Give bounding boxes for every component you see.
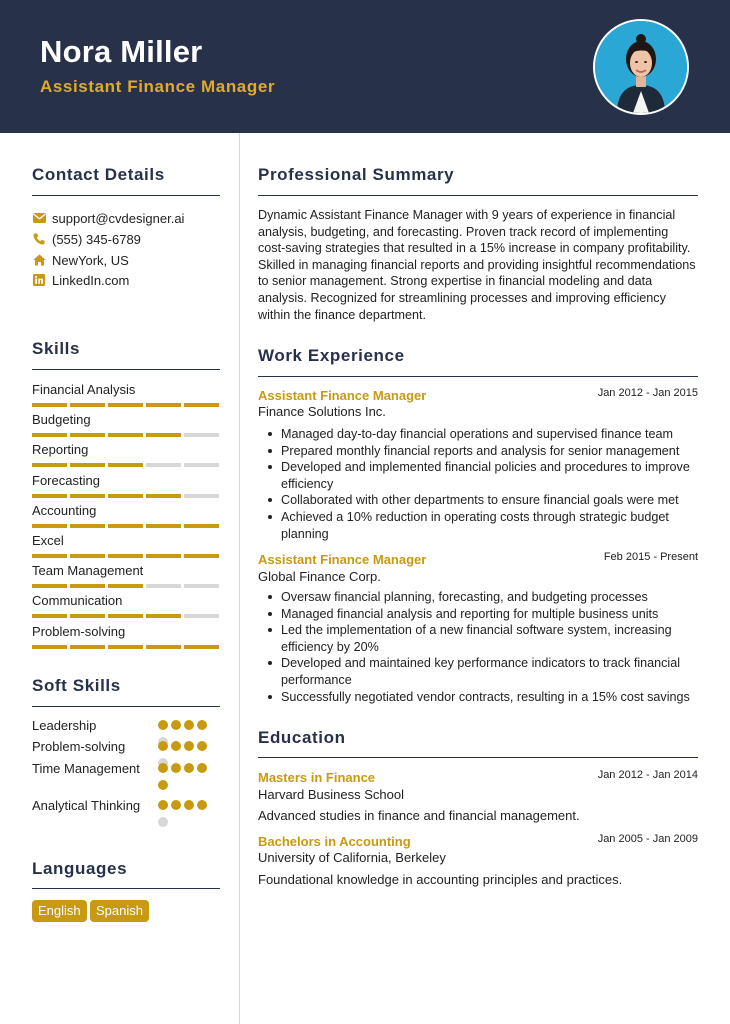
rating-dot — [197, 741, 207, 751]
skill-level-segment — [32, 524, 67, 528]
skill-level-segment — [108, 614, 143, 618]
skill-level-segment — [70, 645, 105, 649]
skill-level-segment — [146, 645, 181, 649]
soft-skill-label: Leadership — [32, 718, 97, 733]
column-divider — [239, 133, 240, 1024]
contact-linkedin[interactable] — [32, 271, 129, 289]
skill-label: Budgeting — [32, 412, 91, 428]
skill-level-segment — [70, 463, 105, 467]
skill-level-segment — [70, 614, 105, 618]
education-description: Advanced studies in finance and financial management. — [258, 808, 580, 823]
job-bullet: Managed day-to-day financial operations and supervised finance team — [266, 426, 698, 443]
skill-level-segment — [184, 463, 219, 467]
education-school: Harvard Business School — [258, 787, 404, 802]
skill-level-bar — [32, 554, 220, 558]
skill-level-segment — [70, 494, 105, 498]
education-degree: Bachelors in Accounting — [258, 834, 411, 849]
skill-level-bar — [32, 645, 220, 649]
skill-level-segment — [32, 494, 67, 498]
section-divider — [32, 369, 220, 370]
skill-level-segment — [32, 403, 67, 407]
skill-label: Accounting — [32, 502, 97, 518]
contact-phone[interactable] — [32, 230, 141, 248]
education-school: University of California, Berkeley — [258, 850, 446, 865]
skill-level-segment — [146, 524, 181, 528]
skill-level-segment — [70, 554, 105, 558]
soft-skill-item — [32, 798, 220, 814]
skill-level-segment — [108, 584, 143, 588]
skill-level-segment — [70, 584, 105, 588]
contact-linkedin-text: LinkedIn.com — [52, 272, 130, 288]
home-icon — [32, 253, 46, 267]
rating-dot — [184, 741, 194, 751]
rating-dot — [197, 800, 207, 810]
languages-section-title: Languages — [32, 859, 128, 878]
skill-level-segment — [70, 403, 105, 407]
rating-dot — [171, 741, 181, 751]
job-bullet: Developed and implemented financial policies and procedures to improve efficiency — [266, 459, 698, 492]
job-bullet: Managed financial analysis and reporting for multiple business units — [266, 606, 698, 623]
soft-skill-label: Time Management — [32, 761, 140, 776]
skill-level-segment — [108, 494, 143, 498]
skill-level-segment — [184, 524, 219, 528]
job-date: Feb 2015 - Present — [603, 551, 698, 563]
section-divider — [32, 706, 220, 707]
soft-skill-item — [32, 718, 220, 734]
phone-icon — [32, 232, 46, 246]
job-bullet: Developed and maintained key performance indicators to track financial performance — [266, 655, 698, 688]
contact-section-title: Contact Details — [32, 165, 165, 184]
language-tag-english: English — [32, 900, 87, 922]
skill-item — [32, 473, 220, 498]
skill-level-segment — [32, 554, 67, 558]
skill-level-segment — [108, 645, 143, 649]
skill-item — [32, 442, 220, 467]
skill-level-segment — [32, 463, 67, 467]
job-bullet: Successfully negotiated vendor contracts, resulting in a 15% cost savings — [266, 689, 698, 706]
skill-level-segment — [184, 584, 219, 588]
education-degree: Masters in Finance — [258, 770, 376, 785]
education-date: Jan 2005 - Jan 2009 — [597, 833, 698, 845]
soft-skill-label: Analytical Thinking — [32, 798, 141, 813]
job-company: Finance Solutions Inc. — [258, 404, 386, 419]
resume-header — [0, 0, 730, 133]
rating-dot — [158, 780, 168, 790]
skill-label: Financial Analysis — [32, 382, 136, 397]
contact-email-text: support@cvdesigner.ai — [52, 210, 185, 226]
skill-label: Forecasting — [32, 472, 100, 488]
job-company: Global Finance Corp. — [258, 569, 381, 584]
soft-skills-section-title: Soft Skills — [32, 676, 121, 695]
rating-dot — [171, 800, 181, 810]
skill-level-bar — [32, 494, 220, 498]
skill-level-segment — [184, 433, 219, 437]
contact-email[interactable] — [32, 209, 184, 227]
skill-level-segment — [146, 584, 181, 588]
job-bullet: Achieved a 10% reduction in operating costs through strategic budget planning — [266, 509, 698, 542]
skill-level-segment — [184, 494, 219, 498]
job-bullet: Oversaw financial planning, forecasting, and budgeting processes — [266, 589, 698, 606]
skill-level-bar — [32, 524, 220, 528]
job-bullet: Collaborated with other departments to ensure financial goals were met — [266, 492, 698, 509]
linkedin-icon — [32, 273, 46, 287]
skill-level-bar — [32, 403, 220, 407]
skill-item — [32, 503, 220, 528]
skill-level-segment — [32, 645, 67, 649]
skill-level-segment — [108, 554, 143, 558]
contact-location — [32, 251, 129, 269]
contact-phone-text: (555) 345-6789 — [52, 231, 141, 247]
rating-dot — [158, 817, 168, 827]
skill-item — [32, 533, 220, 558]
rating-dot — [158, 763, 168, 773]
job-title: Assistant Finance Manager — [258, 388, 427, 403]
rating-dot — [197, 720, 207, 730]
skill-level-segment — [108, 433, 143, 437]
section-divider — [258, 195, 698, 196]
contact-location-text: NewYork, US — [52, 252, 129, 268]
rating-dot — [158, 800, 168, 810]
language-tag-spanish: Spanish — [90, 900, 149, 922]
skills-section-title: Skills — [32, 339, 81, 358]
job-bullet: Prepared monthly financial reports and analysis for senior management — [266, 443, 698, 460]
skill-level-segment — [184, 403, 219, 407]
skill-level-segment — [108, 403, 143, 407]
skill-level-segment — [108, 463, 143, 467]
email-icon — [32, 211, 46, 225]
skill-level-segment — [108, 524, 143, 528]
candidate-role: Assistant Finance Manager — [40, 77, 276, 96]
skill-level-segment — [146, 403, 181, 407]
skill-item — [32, 563, 220, 588]
skill-level-segment — [184, 614, 219, 618]
section-divider — [258, 376, 698, 377]
skill-label: Problem-solving — [32, 623, 126, 639]
candidate-name: Nora Miller — [40, 34, 203, 69]
skill-level-segment — [146, 463, 181, 467]
education-description: Foundational knowledge in accounting principles and practices. — [258, 872, 623, 887]
education-section-title: Education — [258, 728, 346, 747]
skill-level-segment — [32, 614, 67, 618]
job-bullets — [266, 426, 698, 542]
rating-dot — [197, 763, 207, 773]
soft-skill-label: Problem-solving — [32, 739, 126, 754]
skill-level-segment — [32, 433, 67, 437]
skill-level-bar — [32, 584, 220, 588]
rating-dot — [158, 720, 168, 730]
skill-label: Reporting — [32, 442, 89, 458]
section-divider — [32, 888, 220, 889]
section-divider — [258, 757, 698, 758]
skill-level-bar — [32, 614, 220, 618]
soft-skill-item — [32, 761, 220, 777]
job-date: Jan 2012 - Jan 2015 — [597, 387, 698, 399]
skill-level-bar — [32, 433, 220, 437]
summary-section-title: Professional Summary — [258, 165, 455, 184]
rating-dot — [171, 720, 181, 730]
section-divider — [32, 195, 220, 196]
soft-skill-item — [32, 739, 220, 755]
skill-level-segment — [32, 584, 67, 588]
skill-item — [32, 382, 220, 407]
skill-item — [32, 624, 220, 649]
skill-item — [32, 593, 220, 618]
portrait-image — [595, 21, 687, 113]
skill-level-segment — [184, 554, 219, 558]
skill-label: Team Management — [32, 563, 144, 579]
experience-section-title: Work Experience — [258, 346, 405, 365]
skill-level-bar — [32, 463, 220, 467]
rating-dot — [171, 763, 181, 773]
skill-item — [32, 412, 220, 437]
skill-level-segment — [184, 645, 219, 649]
job-bullet: Led the implementation of a new financial software system, increasing efficiency by 20% — [266, 622, 698, 655]
skill-level-segment — [146, 614, 181, 618]
skill-label: Communication — [32, 593, 123, 609]
skill-level-segment — [146, 494, 181, 498]
job-title: Assistant Finance Manager — [258, 552, 427, 567]
skill-label: Excel — [32, 533, 64, 548]
skill-level-segment — [70, 524, 105, 528]
profile-photo — [593, 19, 689, 115]
rating-dot — [184, 763, 194, 773]
rating-dot — [184, 720, 194, 730]
skill-level-segment — [146, 433, 181, 437]
skill-level-segment — [146, 554, 181, 558]
summary-text: Dynamic Assistant Finance Manager with 9 years of experience in financial analysis, budgeting, and forecasting. Proven track record of implementing cost-saving strategies that resulted in a 15% increase in company profitability. Skilled in managing financial reports and providing insightful recommendations to senior management. Strong expertise in financial modeling and data analysis. Recognized for streamlining processes and improving efficiency within the finance department. — [258, 208, 696, 322]
education-date: Jan 2012 - Jan 2014 — [597, 769, 698, 781]
job-bullets — [266, 589, 698, 705]
rating-dot — [158, 741, 168, 751]
skill-level-segment — [70, 433, 105, 437]
rating-dot — [184, 800, 194, 810]
